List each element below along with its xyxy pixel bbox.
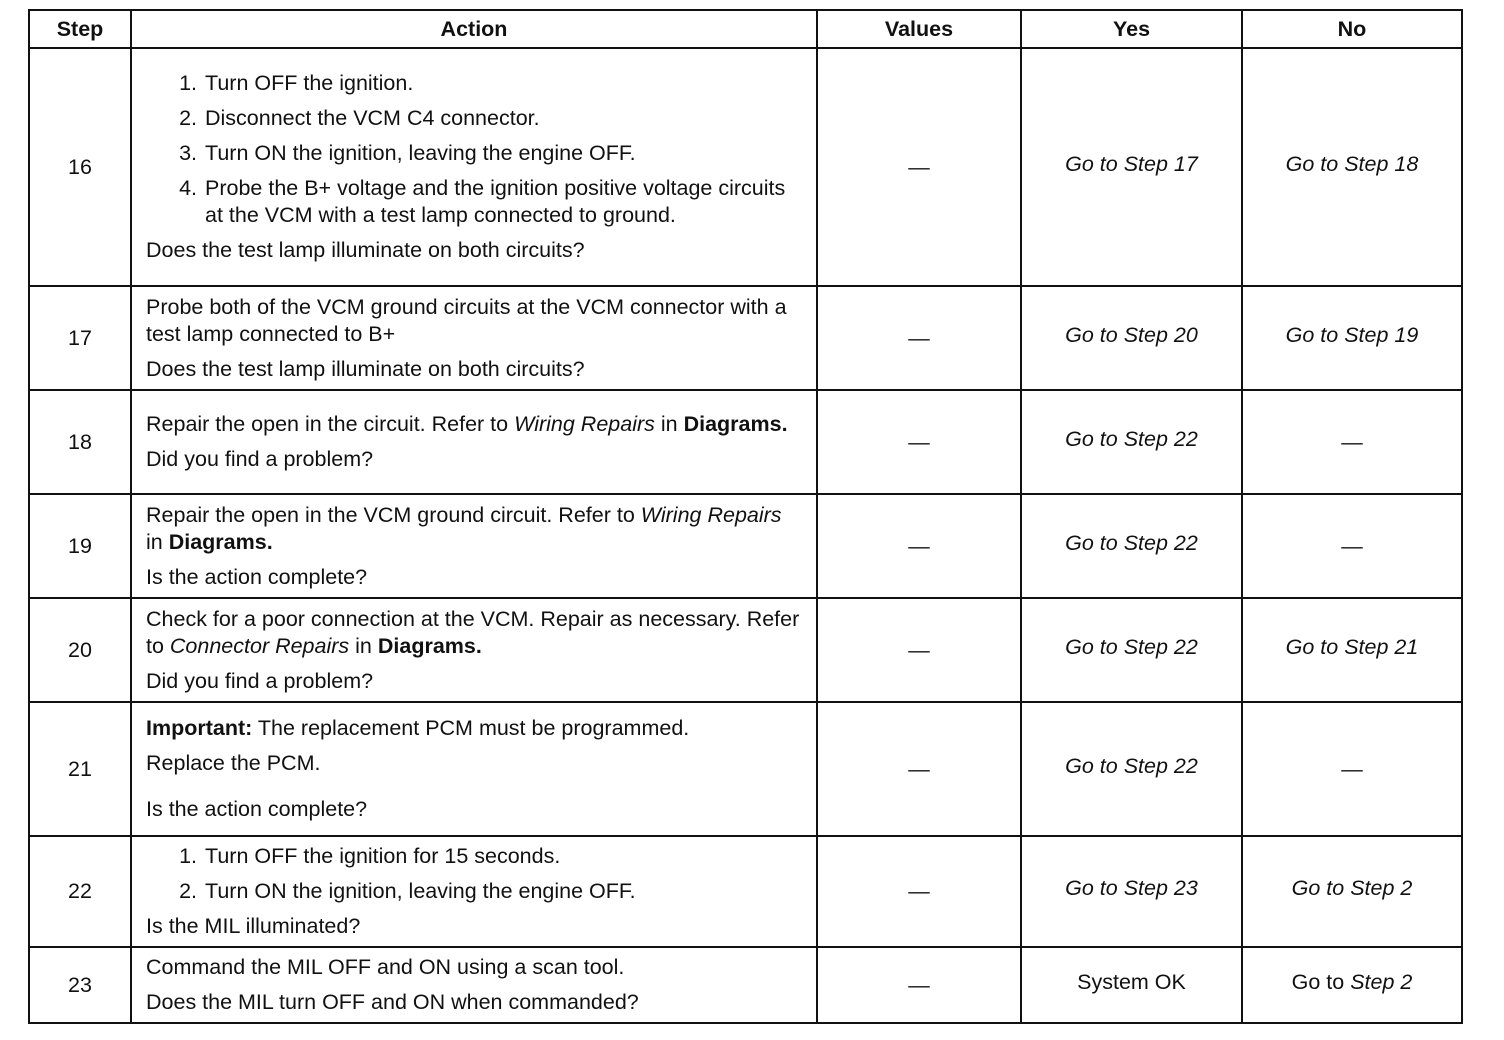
yes-cell: Go to Step 17 (1021, 48, 1242, 286)
action-question: Does the test lamp illuminate on both circuits? (146, 356, 585, 381)
reference-title: Wiring Repairs (640, 502, 782, 527)
yes-text: System OK (1077, 969, 1186, 994)
no-cell (1242, 947, 1462, 1023)
header-values: Values (817, 10, 1021, 48)
no-cell: Go to Step 18 (1242, 48, 1462, 286)
reference-section: Diagrams. (168, 529, 273, 554)
step-number: 21 (29, 702, 131, 836)
action-list (146, 70, 804, 229)
action-cell (131, 48, 817, 286)
step-number: 20 (29, 598, 131, 702)
step-number: 18 (29, 390, 131, 494)
yes-cell: Go to Step 22 (1021, 598, 1242, 702)
action-cell (131, 390, 817, 494)
text-part: in (349, 633, 378, 658)
table-row (29, 390, 1462, 494)
no-cell: Go to Step 21 (1242, 598, 1462, 702)
action-list (146, 843, 804, 905)
action-cell (131, 598, 817, 702)
values-cell: — (817, 947, 1021, 1023)
list-item: 1. Turn OFF the ignition for 15 seconds. (203, 843, 804, 870)
yes-cell: Go to Step 20 (1021, 286, 1242, 390)
reference-title: Connector Repairs (169, 633, 350, 658)
important-text: The replacement PCM must be programmed. (252, 716, 690, 740)
values-cell: — (817, 836, 1021, 947)
values-cell: — (817, 286, 1021, 390)
action-text (146, 502, 804, 556)
list-item: 2. Disconnect the VCM C4 connector. (203, 105, 804, 132)
action-question: Did you find a problem? (146, 668, 374, 693)
action-text: Replace the PCM. (146, 751, 321, 775)
no-cell: — (1242, 390, 1462, 494)
values-cell: — (817, 494, 1021, 598)
values-cell: — (817, 48, 1021, 286)
step-number: 17 (29, 286, 131, 390)
action-cell (131, 494, 817, 598)
yes-cell (1021, 947, 1242, 1023)
diagnostic-table (28, 9, 1463, 1024)
action-cell (131, 702, 817, 836)
table-row (29, 836, 1462, 947)
text-part: in (146, 529, 169, 554)
text-part: Repair the open in the circuit. Refer to (146, 412, 515, 436)
reference-section: Diagrams. (683, 412, 788, 436)
values-cell: — (817, 702, 1021, 836)
no-prefix: Go to (1291, 969, 1351, 994)
step-number: 19 (29, 494, 131, 598)
action-question: Is the MIL illuminated? (146, 914, 361, 938)
reference-section: Diagrams. (377, 633, 482, 658)
list-item: 3. Turn ON the ignition, leaving the engine OFF. (203, 140, 804, 167)
important-note (146, 715, 804, 742)
action-cell (131, 286, 817, 390)
yes-cell: Go to Step 22 (1021, 494, 1242, 598)
header-step: Step (29, 10, 131, 48)
action-cell (131, 836, 817, 947)
header-action: Action (131, 10, 817, 48)
action-question: Did you find a problem? (146, 447, 374, 471)
action-text (146, 606, 804, 660)
yes-cell: Go to Step 22 (1021, 702, 1242, 836)
header-no: No (1242, 10, 1462, 48)
action-question: Is the action complete? (146, 564, 368, 589)
action-text: Probe both of the VCM ground circuits at the VCM connector with a test lamp connected to B+ (146, 294, 787, 346)
step-number: 23 (29, 947, 131, 1023)
no-cell: — (1242, 494, 1462, 598)
text-part: Check for a poor connection at the VCM. Repair as necessary. Refer to (146, 606, 800, 658)
list-item: 2. Turn ON the ignition, leaving the engine OFF. (203, 878, 804, 905)
list-item: 4. Probe the B+ voltage and the ignition positive voltage circuits at the VCM with a test lamp connected to ground. (203, 175, 804, 229)
action-text (146, 411, 804, 438)
text-part: in (654, 412, 684, 436)
step-number: 22 (29, 836, 131, 947)
reference-title: Wiring Repairs (514, 412, 655, 436)
table-row (29, 947, 1462, 1023)
action-question: Is the action complete? (146, 797, 368, 821)
action-text: Command the MIL OFF and ON using a scan tool. (146, 955, 625, 979)
table-row (29, 286, 1462, 390)
text-part: Repair the open in the VCM ground circuit. Refer to (146, 502, 641, 527)
header-row (29, 10, 1462, 48)
values-cell: — (817, 390, 1021, 494)
no-step-ref: Step 2 (1350, 969, 1413, 994)
table-row (29, 598, 1462, 702)
step-number: 16 (29, 48, 131, 286)
table-row (29, 494, 1462, 598)
yes-cell: Go to Step 23 (1021, 836, 1242, 947)
action-cell (131, 947, 817, 1023)
no-cell: Go to Step 19 (1242, 286, 1462, 390)
action-question: Does the test lamp illuminate on both circuits? (146, 238, 585, 262)
table-row (29, 702, 1462, 836)
action-question: Does the MIL turn OFF and ON when commanded? (146, 990, 639, 1014)
values-cell: — (817, 598, 1021, 702)
no-cell: — (1242, 702, 1462, 836)
list-item: 1. Turn OFF the ignition. (203, 70, 804, 97)
important-label: Important: (146, 716, 253, 740)
no-cell: Go to Step 2 (1242, 836, 1462, 947)
yes-cell: Go to Step 22 (1021, 390, 1242, 494)
table-row (29, 48, 1462, 286)
header-yes: Yes (1021, 10, 1242, 48)
